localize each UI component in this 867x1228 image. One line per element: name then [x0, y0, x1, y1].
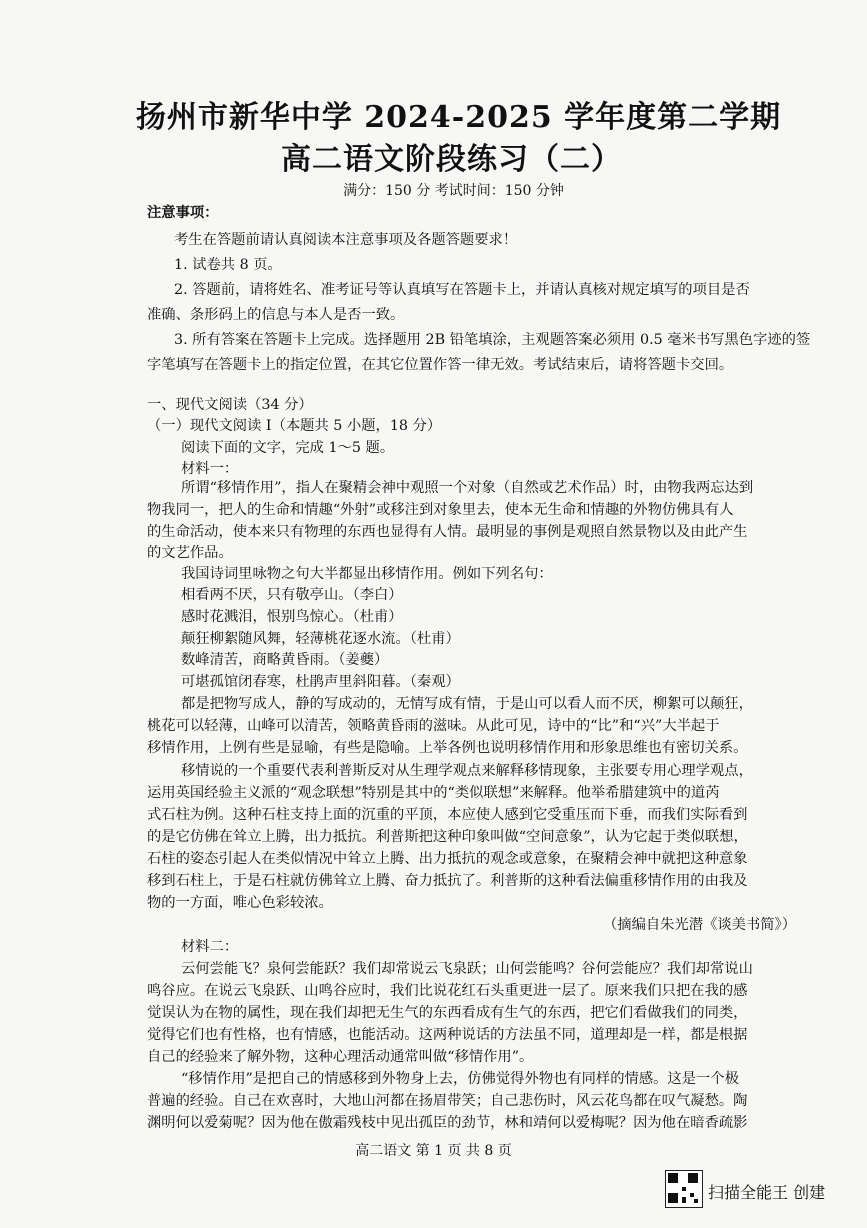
source-citation: （摘编自朱光潜《谈美书简》）	[603, 917, 797, 933]
paragraph-line: 物我同一，把人的生命和情趣“外射”或移注到对象里去，使本无生命和情趣的外物仿佛具有人	[147, 502, 734, 518]
notice-heading: 注意事项：	[147, 205, 219, 221]
instruction: 阅读下面的文字，完成 1～5 题。	[181, 440, 395, 456]
exam-title: 扬州市新华中学 2024-2025 学年度第二学期	[135, 100, 782, 135]
qr-code-icon	[665, 1170, 703, 1208]
paragraph-line: 移情作用，上例有些是显喻，有些是隐喻。上举各例也说明移情作用和形象思维也有密切关系。	[147, 740, 748, 756]
paragraph-line: 都是把物写成人，静的写成动的，无情写成有情，于是山可以看人而不厌，柳絮可以颠狂，	[181, 696, 753, 712]
notice-line: 字笔填写在答题卡上的指定位置，在其它位置作答一律无效。考试结束后，请将答题卡交回。	[147, 357, 734, 373]
paragraph-line: 觉得它们也有性格，也有情感，也能活动。这两种说话的方法虽不同，道理却是一样，都是根据	[147, 1027, 748, 1043]
paragraph-line: 我国诗词里咏物之句大半都显出移情作用。例如下列名句：	[181, 566, 553, 582]
paragraph-line: 桃花可以轻薄，山峰可以清苦，领略黄昏雨的滋味。从此可见，诗中的“比”和“兴”大半起于	[147, 718, 720, 734]
material1-label: 材料一：	[181, 461, 239, 477]
paragraph-line: 普遍的经验。自己在欢喜时，大地山河都在扬眉带笑；自己悲伤时，风云花鸟都在叹气凝愁。陶	[147, 1093, 748, 1109]
paragraph-line: 渊明何以爱菊呢？因为他在傲霜残枝中见出孤臣的劲节，林和靖何以爱梅呢？因为他在暗香疏影	[147, 1115, 748, 1131]
paragraph-line: 移情说的一个重要代表利普斯反对从生理学观点来解释移情现象，主张要专用心理学观点，	[181, 763, 753, 779]
poem-line: 相看两不厌，只有敬亭山。（李白）	[181, 587, 403, 603]
paragraph-line: 石柱的姿态引起人在类似情况中耸立上腾、出力抵抗的观念或意象，在聚精会神中就把这种意象	[147, 851, 748, 867]
notice-line: 1. 试卷共 8 页。	[174, 257, 282, 273]
paragraph-line: 的生命活动，使本来只有物理的东西也显得有人情。最明显的事例是观照自然景物以及由此产生	[147, 524, 748, 540]
paragraph-line: 式石柱为例。这种石柱支持上面的沉重的平顶，本应使人感到它受重压而下垂，而我们实际看到	[147, 807, 748, 823]
paragraph-line: 觉误认为在物的属性，现在我们却把无生气的东西看成有生气的东西，把它们看做我们的同类，	[147, 1005, 748, 1021]
poem-line: 数峰清苦，商略黄昏雨。（姜夔）	[181, 652, 389, 668]
paragraph-line: 的文艺作品。	[147, 545, 233, 561]
paragraph-line: “移情作用”是把自己的情感移到外物身上去，仿佛觉得外物也有同样的情感。这是一个极	[181, 1071, 739, 1087]
paragraph-line: 自己的经验来了解外物，这种心理活动通常叫做“移情作用”。	[147, 1049, 534, 1065]
section-heading: 一、现代文阅读（34 分）	[147, 397, 313, 413]
paragraph-line: 运用英国经验主义派的“观念联想”特别是其中的“类似联想”来解释。他举希腊建筑中的道芮	[147, 785, 720, 801]
score-time-line: 满分：150 分 考试时间：150 分钟	[343, 183, 564, 199]
subsection-heading: （一）现代文阅读 I（本题共 5 小题，18 分）	[147, 418, 442, 434]
paragraph-line: 的是它仿佛在耸立上腾，出力抵抗。利普斯把这种印象叫做“空间意象”，认为它起于类似联想，	[147, 829, 748, 845]
exam-subtitle: 高二语文阶段练习（二）	[281, 142, 622, 177]
material2-label: 材料二：	[181, 939, 239, 955]
paragraph-line: 物的一方面，唯心色彩较浓。	[147, 895, 333, 911]
notice-line: 2. 答题前，请将姓名、准考证号等认真填写在答题卡上，并请认真核对规定填写的项目是否	[174, 282, 750, 298]
scanner-watermark: 扫描全能王 创建	[708, 1183, 826, 1202]
poem-line: 颠狂柳絮随风舞，轻薄桃花逐水流。（杜甫）	[181, 631, 460, 647]
paragraph-line: 云何尝能飞？泉何尝能跃？我们却常说云飞泉跃；山何尝能鸣？谷何尝能应？我们却常说山	[181, 961, 753, 977]
paragraph-line: 鸣谷应。在说云飞泉跃、山鸣谷应时，我们比说花红石头重更进一层了。原来我们只把在我的感	[147, 983, 748, 999]
page-footer: 高二语文 第 1 页 共 8 页	[355, 1143, 512, 1159]
notice-line: 3. 所有答案在答题卡上完成。选择题用 2B 铅笔填涂，主观题答案必须用 0.5 毫米书写黑色字迹的签	[174, 332, 811, 348]
poem-line: 可堪孤馆闭春寒，杜鹃声里斜阳暮。（秦观）	[181, 674, 460, 690]
notice-line: 准确、条形码上的信息与本人是否一致。	[147, 307, 405, 323]
paragraph-line: 移到石柱上，于是石柱就仿佛耸立上腾、奋力抵抗了。利普斯的这种看法偏重移情作用的由我及	[147, 873, 748, 889]
paragraph-line: 所谓“移情作用”，指人在聚精会神中观照一个对象（自然或艺术作品）时，由物我两忘达到	[181, 480, 754, 496]
poem-line: 感时花溅泪，恨别鸟惊心。（杜甫）	[181, 609, 403, 625]
notice-line: 考生在答题前请认真阅读本注意事项及各题答题要求！	[174, 232, 518, 248]
